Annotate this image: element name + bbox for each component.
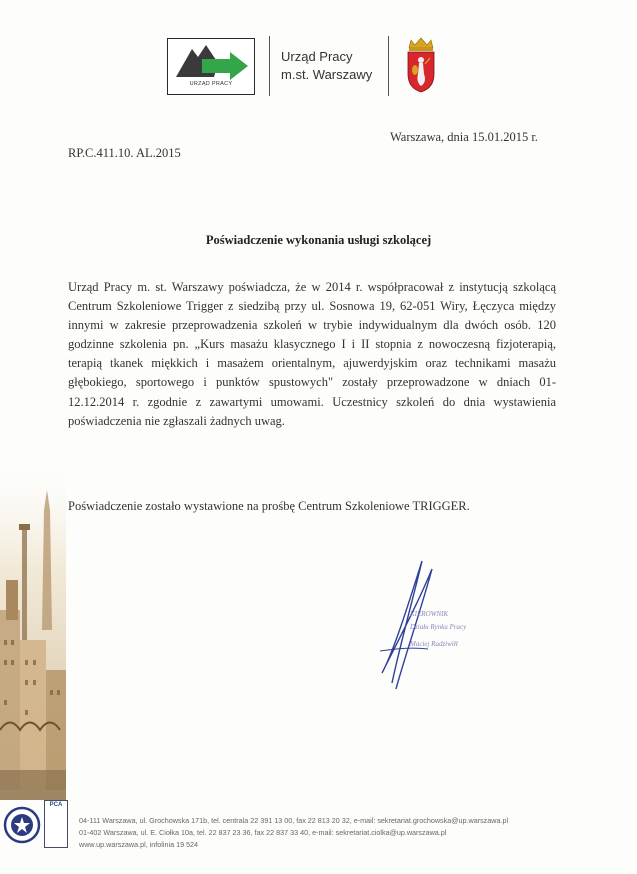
header-divider (269, 36, 270, 96)
body-line: poświadczenia nie zgłaszali żadnych uwag. (68, 413, 285, 428)
body-line: Centrum Szkoleniowe Trigger z siedzibą przy ul. Sosnowa 19, 62-051 Wiry, Łęczyca między (68, 299, 556, 314)
urzad-pracy-logo (167, 38, 255, 95)
request-note: Poświadczenie zostało wystawione na prośbę Centrum Szkoleniowe TRIGGER. (68, 499, 470, 513)
body-paragraph (68, 278, 556, 431)
footer-line2: 01-402 Warszawa, ul. E. Ciołka 10a, tel. 22 837 23 36, fax 22 837 33 40, e-mail: sekretariat.ciolka@up.warszawa.pl (79, 828, 447, 837)
document-title: Poświadczenie wykonania usługi szkolącej (205, 233, 432, 247)
office-name-line2: m.st. Warszawy (281, 67, 373, 82)
body-line: innymi w zakresie przeprowadzenia szkoleń w trybie indywidualnym dla dwóch osób. 120 (68, 318, 556, 333)
pca-label: PCA (49, 802, 63, 808)
mountains-arrow-icon (168, 39, 254, 81)
reference-number: RP.C.411.10. AL.2015 (68, 146, 181, 160)
warsaw-crest-icon (401, 36, 441, 94)
quality-seal-icon (3, 806, 41, 844)
stamp-line1: KIEROWNIK (410, 610, 449, 618)
city-skyline-decoration (0, 470, 66, 800)
body-line: terapią tkanek miękkich i masażem orientalnym, ajuwerdyjskim oraz technikami masażu (68, 356, 556, 371)
footer-contact (79, 815, 508, 851)
official-stamp (410, 608, 466, 651)
stamp-line2: Działu Rynku Pracy (410, 623, 467, 631)
footer-line3: www.up.warszawa.pl, infolinia 19 524 (79, 840, 199, 849)
pca-certification-badge (44, 800, 68, 848)
body-line: 12.12.2014 r. zgodnie z zawartymi umowami. Uczestnicy szkoleń do dnia wystawienia (68, 394, 556, 409)
office-name-line1: Urząd Pracy (281, 49, 353, 64)
stamp-line3: Maciej Radziwiłł (410, 640, 458, 648)
office-name (281, 48, 372, 84)
document-date: Warszawa, dnia 15.01.2015 r. (390, 130, 538, 144)
footer-line1: 04-111 Warszawa, ul. Grochowska 171b, tel. centrala 22 391 13 00, fax 22 813 20 32, e-mail: sekretariat.grochowska@up.warszawa.pl (79, 816, 509, 825)
body-line: głębokiego, sportowego i punktów spustowych" zostały przeprowadzone w dniach 01- (68, 375, 556, 390)
body-line: godzinne szkolenia pn. „Kurs masażu klasycznego I i II stopnia z nowoczesną fizjoterapią, (68, 337, 556, 352)
logo-caption: URZĄD PRACY (189, 81, 233, 87)
body-line: Urząd Pracy m. st. Warszawy poświadcza, że w 2014 r. współpracował z instytucją szkolącą (68, 280, 556, 294)
header-divider-2 (388, 36, 389, 96)
